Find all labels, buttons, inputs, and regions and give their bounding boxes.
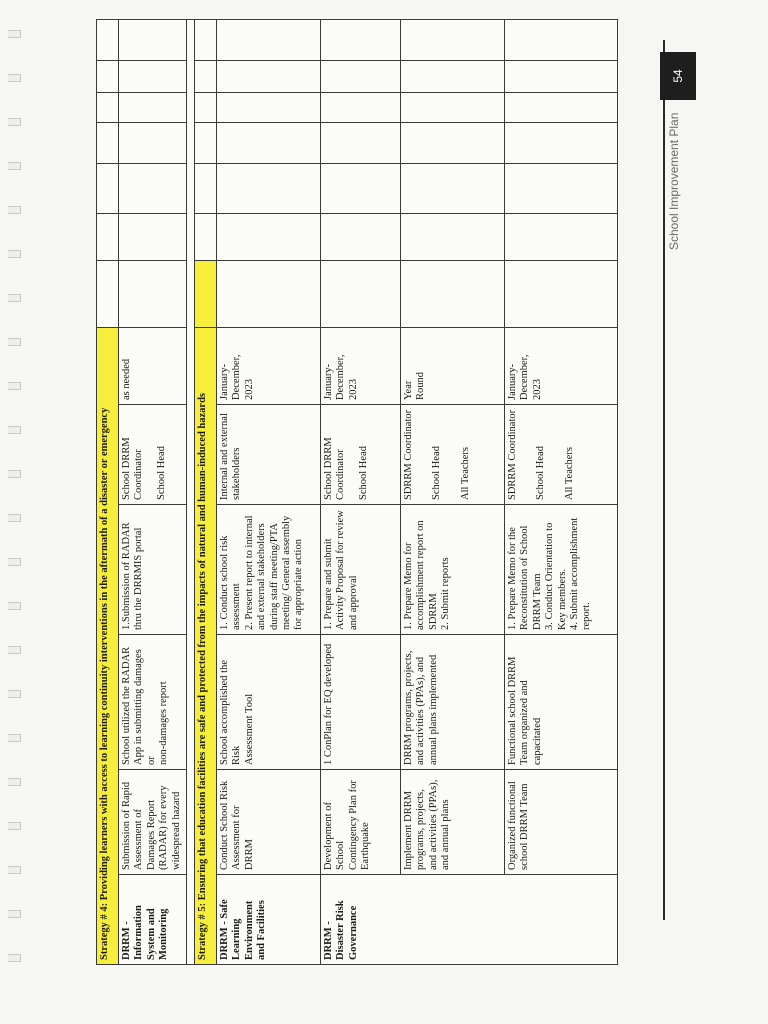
blank-cell	[401, 260, 505, 327]
text-line: and annual plans	[440, 799, 452, 870]
output-cell	[401, 635, 505, 770]
blank-cell	[97, 19, 119, 60]
text-line: 2. Present report to internal	[243, 515, 255, 630]
blank-cell	[321, 92, 401, 122]
blank-cell	[97, 122, 119, 163]
plan-table	[96, 19, 618, 965]
text-line: App in submitting damages or	[133, 649, 157, 765]
blank-cell	[119, 92, 187, 122]
text-line: 1. Prepare Memo for the	[507, 527, 518, 630]
spacer	[519, 409, 535, 500]
table-row	[505, 19, 618, 964]
text-line: DRRM -	[121, 921, 132, 960]
spacer	[548, 409, 564, 500]
person-responsible: School Head	[535, 446, 547, 500]
text-line: thru the DRRMIS portal	[133, 527, 145, 630]
blank-cell	[195, 60, 217, 92]
binder-hole	[8, 74, 21, 82]
text-line: Assessment of	[133, 809, 145, 870]
text-line: Monitoring	[158, 908, 170, 960]
text-line: 2. Submit reports	[440, 557, 452, 630]
blank-cell	[505, 60, 618, 92]
text-line: meeting/ General assembly	[280, 515, 292, 630]
text-line: 1 ConPlan for EQ developed	[323, 643, 334, 765]
text-line: and external stakeholders	[256, 523, 268, 630]
person-responsible: SDRRM Coordinator	[507, 409, 518, 500]
blank-cell	[97, 260, 119, 327]
blank-row	[187, 19, 195, 964]
strategy-5-header: Strategy # 5: Ensuring that education facilities are safe and protected from the impacts of natural and human-induced hazards	[195, 327, 217, 964]
blank-cell	[119, 163, 187, 213]
text-line: for appropriate action	[293, 539, 305, 630]
binder-hole	[8, 382, 21, 390]
text-line: Assessment for DRRM	[231, 805, 255, 870]
text-line: Submission of Rapid	[121, 781, 132, 870]
text-line: programs, projects,	[415, 789, 427, 870]
steps-cell	[401, 505, 505, 635]
footer-rule	[663, 40, 665, 920]
text-line: 2023	[531, 379, 543, 400]
text-line: non-damages report	[158, 681, 170, 765]
binder-hole	[8, 822, 21, 830]
blank-cell	[505, 19, 618, 60]
blank-cell	[217, 213, 321, 260]
strategy-4-header: Strategy # 4: Providing learners with access to learning continuity interventions in the aftermath of a disaster or emergency	[97, 327, 119, 964]
plan-page	[96, 20, 617, 965]
binder-hole	[8, 250, 21, 258]
binder-hole	[8, 118, 21, 126]
text-line: widespread hazard	[170, 791, 182, 870]
output-cell	[321, 635, 401, 770]
text-line: DRRM -	[323, 921, 334, 960]
text-line: Organized functional	[507, 781, 518, 870]
blank-cell	[97, 92, 119, 122]
blank-cell	[97, 163, 119, 213]
text-line: and activities (PPAs),	[427, 779, 439, 870]
timeframe-cell: as needed	[119, 327, 187, 404]
text-line: and Facilities	[256, 900, 268, 960]
steps-cell	[119, 505, 187, 635]
text-line: DRRM - Safe	[219, 899, 230, 960]
text-line: DRRM Team	[531, 573, 543, 630]
person-responsible: All Teachers	[459, 446, 471, 500]
activity-cell	[401, 770, 505, 875]
persons-cell	[217, 405, 321, 505]
binder-hole	[8, 646, 21, 654]
text-line: Implement DRRM	[403, 790, 414, 870]
table-row	[321, 19, 401, 964]
binder-hole	[8, 954, 21, 962]
blank-cell	[505, 260, 618, 327]
text-line: Disaster Risk	[335, 900, 347, 960]
blank-cell	[321, 19, 401, 60]
person-responsible: School DRRM Coordinator	[323, 437, 347, 500]
binder-hole	[8, 690, 21, 698]
persons-cell	[321, 405, 401, 505]
binder-hole	[8, 514, 21, 522]
text-line: 2023	[243, 379, 255, 400]
blank-cell	[195, 19, 217, 60]
text-line: December,	[335, 354, 347, 400]
key-area-cell	[217, 875, 321, 965]
binder-hole	[8, 426, 21, 434]
blank-cell	[321, 213, 401, 260]
timeframe-cell	[505, 327, 618, 404]
text-line: 1.Submission of RADAR	[121, 522, 132, 630]
text-line: Assessment Tool	[243, 693, 255, 765]
blank-cell	[119, 122, 187, 163]
text-line: assessment	[231, 583, 243, 630]
key-area-cell	[119, 875, 187, 965]
blank-cell	[119, 260, 187, 327]
binder-hole	[8, 294, 21, 302]
text-line: Learning	[231, 918, 243, 960]
persons-cell	[401, 405, 505, 505]
steps-cell	[321, 505, 401, 635]
text-line: DRRM programs, projects,	[403, 650, 414, 765]
persons-cell	[505, 405, 618, 505]
blank-cell	[217, 122, 321, 163]
text-line: Activity Proposal for review	[335, 510, 347, 630]
blank-cell	[195, 122, 217, 163]
text-line: December,	[231, 354, 243, 400]
binder-hole	[8, 338, 21, 346]
text-line: annual plans implemented	[427, 654, 439, 765]
text-line: 1. Prepare and submit	[323, 538, 334, 630]
text-line: and activities (PPAs), and	[415, 656, 427, 765]
text-line: System and	[145, 908, 157, 960]
timeframe-cell	[217, 327, 321, 404]
text-line: Year	[403, 380, 414, 400]
person-responsible: Internal and external stakeholders	[219, 413, 243, 500]
text-line: report.	[581, 602, 593, 630]
text-line: Governance	[347, 905, 359, 960]
text-line: Conduct School Risk	[219, 780, 230, 870]
blank-cell	[217, 92, 321, 122]
text-line: January-	[507, 363, 518, 400]
spacer	[348, 409, 358, 500]
text-line: Reconstitution of School	[519, 525, 531, 630]
blank-cell	[195, 92, 217, 122]
text-line: Contingency Plan for	[347, 780, 359, 870]
blank-cell	[505, 92, 618, 122]
text-line: Development of School	[323, 802, 347, 870]
timeframe-cell	[401, 327, 505, 404]
person-responsible: All Teachers	[563, 446, 575, 500]
blank-cell	[321, 260, 401, 327]
activity-cell	[217, 770, 321, 875]
blank-cell	[321, 60, 401, 92]
text-line: Round	[415, 371, 427, 400]
blank-cell	[195, 163, 217, 213]
text-line: Key members.	[556, 568, 568, 630]
footer-title: School Improvement Plan	[667, 112, 681, 250]
text-line: SDRRM	[427, 593, 439, 630]
table-row	[119, 19, 187, 964]
blank-cell	[217, 163, 321, 213]
text-line: school DRRM Team	[519, 783, 531, 870]
blank-cell	[195, 260, 217, 327]
binder-hole	[8, 162, 21, 170]
output-cell	[217, 635, 321, 770]
table-row	[401, 19, 505, 964]
activity-cell	[119, 770, 187, 875]
blank-cell	[321, 163, 401, 213]
person-responsible: School Head	[357, 446, 369, 500]
blank-cell	[401, 213, 505, 260]
blank-cell	[195, 213, 217, 260]
text-line: Information	[133, 905, 145, 960]
binder-hole	[8, 206, 21, 214]
text-line: January-	[323, 363, 334, 400]
text-line: Damages Report	[145, 799, 157, 870]
blank-cell	[217, 60, 321, 92]
person-responsible: School DRRM Coordinator	[121, 437, 145, 500]
timeframe-cell	[321, 327, 401, 404]
blank-cell	[217, 260, 321, 327]
blank-cell	[97, 213, 119, 260]
person-responsible: School Head	[431, 446, 443, 500]
persons-cell	[119, 405, 187, 505]
text-line: Environment	[243, 900, 255, 960]
output-cell	[119, 635, 187, 770]
binder-hole	[8, 910, 21, 918]
key-area-cell	[321, 875, 618, 965]
text-line: 3. Conduct Orientation to	[544, 522, 556, 630]
binder-hole	[8, 734, 21, 742]
blank-cell	[217, 19, 321, 60]
blank-cell	[401, 122, 505, 163]
blank-cell	[401, 163, 505, 213]
text-line: 1. Conduct school risk	[219, 535, 230, 630]
person-responsible: SDRRM Coordinator	[403, 409, 414, 500]
text-line: accomplishment report on	[415, 520, 427, 630]
blank-cell	[401, 19, 505, 60]
text-line: during staff meeting/PTA	[268, 523, 280, 630]
text-line: Functional school DRRM	[507, 656, 518, 765]
text-line: and approval	[347, 575, 359, 630]
text-line: 1. Prepare Memo for	[403, 542, 414, 630]
binder-hole	[8, 470, 21, 478]
blank-cell	[505, 122, 618, 163]
blank-cell	[119, 60, 187, 92]
text-line: (RADAR) for every	[158, 785, 170, 870]
spacer	[415, 409, 431, 500]
binder-hole	[8, 602, 21, 610]
activity-cell	[321, 770, 401, 875]
spacer	[146, 409, 156, 500]
person-responsible: School Head	[155, 446, 167, 500]
table-row	[217, 19, 321, 964]
blank-cell	[97, 60, 119, 92]
binder-holes	[8, 30, 20, 990]
binder-hole	[8, 866, 21, 874]
page-number: 54	[671, 69, 685, 83]
spacer	[444, 409, 460, 500]
blank-cell	[505, 213, 618, 260]
steps-cell	[217, 505, 321, 635]
blank-cell	[401, 92, 505, 122]
text-line: Earthquake	[360, 822, 372, 870]
text-line: January-	[219, 363, 230, 400]
text-line: 4. Submit accomplishment	[568, 517, 580, 630]
text-line: School utilized the RADAR	[121, 646, 132, 765]
binder-hole	[8, 30, 21, 38]
blank-cell	[119, 19, 187, 60]
blank-cell	[401, 60, 505, 92]
text-line: December,	[519, 354, 531, 400]
blank-cell	[505, 163, 618, 213]
text-line: School accomplished the Risk	[219, 660, 243, 765]
activity-cell	[505, 770, 618, 875]
text-line: Team organized and	[519, 680, 531, 765]
binder-hole	[8, 558, 21, 566]
text-line: 2023	[347, 379, 359, 400]
text-line: capacitated	[531, 717, 543, 765]
steps-cell	[505, 505, 618, 635]
blank-cell	[119, 213, 187, 260]
binder-hole	[8, 778, 21, 786]
output-cell	[505, 635, 618, 770]
blank-cell	[321, 122, 401, 163]
